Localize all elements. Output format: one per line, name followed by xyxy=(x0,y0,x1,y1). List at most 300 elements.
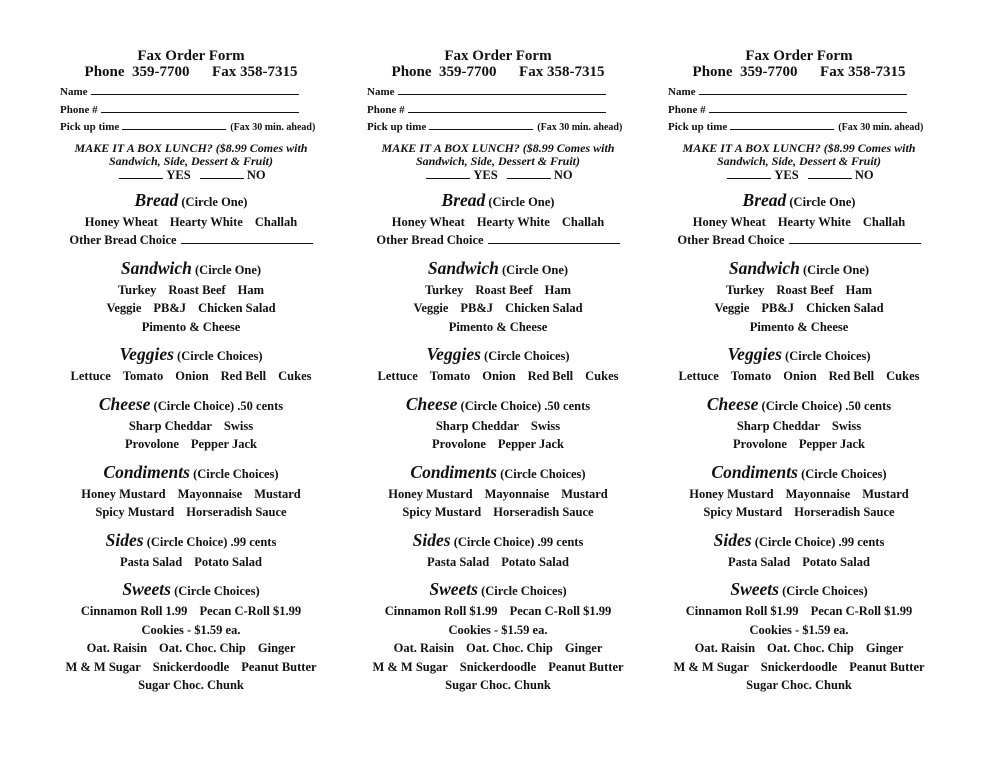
other-bread-blank[interactable] xyxy=(789,233,921,244)
veggies-row xyxy=(58,367,324,386)
phone-blank[interactable] xyxy=(408,103,606,113)
other-bread-label: Other Bread Choice xyxy=(376,233,484,247)
bread-option[interactable]: Challah xyxy=(254,214,298,229)
no-blank[interactable] xyxy=(507,168,551,179)
sweets-row xyxy=(666,676,932,695)
fax-label: Fax xyxy=(820,64,845,80)
cheese-option[interactable]: Provolone xyxy=(732,437,787,451)
bread-title: Bread xyxy=(441,189,486,210)
other-bread-field[interactable] xyxy=(58,231,324,250)
veggie-option[interactable]: Red Bell xyxy=(220,369,267,383)
other-bread-field[interactable] xyxy=(365,231,631,250)
cheese-row xyxy=(58,417,324,436)
sandwich-note: (Circle One) xyxy=(502,262,569,277)
condiments-heading xyxy=(58,461,324,485)
sweet-option[interactable]: M & M Sugar xyxy=(65,659,141,674)
name-field[interactable] xyxy=(60,84,324,102)
sweets-title: Sweets xyxy=(122,579,171,599)
name-blank[interactable] xyxy=(699,85,907,95)
sweets-note: (Circle Choices) xyxy=(782,584,868,598)
cheese-row xyxy=(666,435,932,454)
sandwich-title: Sandwich xyxy=(120,257,192,278)
condiment-option[interactable]: Spicy Mustard xyxy=(703,505,783,519)
phone-field-label: Phone # xyxy=(60,103,98,116)
pickup-label: Pick up time xyxy=(60,121,120,133)
customer-fields xyxy=(365,84,631,137)
cheese-option[interactable]: Pepper Jack xyxy=(497,437,565,451)
bread-title: Bread xyxy=(742,189,787,210)
phone-field[interactable] xyxy=(60,102,324,120)
condiments-row xyxy=(58,503,324,522)
condiment-option[interactable]: Honey Mustard xyxy=(388,486,473,501)
contact-line xyxy=(58,64,324,81)
sandwich-option[interactable]: Ham xyxy=(544,282,572,297)
cheese-heading xyxy=(365,393,631,417)
sandwich-row xyxy=(58,299,324,318)
sandwich-option[interactable]: Veggie xyxy=(413,301,449,315)
sandwich-note: (Circle One) xyxy=(195,262,262,277)
sweets-row xyxy=(58,621,324,640)
sweets-row xyxy=(365,602,631,621)
sandwich-row xyxy=(666,281,932,300)
fax-number: 358-7315 xyxy=(239,64,298,80)
sweet-option[interactable]: Peanut Butter xyxy=(548,659,624,674)
sweets-row xyxy=(58,639,324,658)
sweets-row xyxy=(666,658,932,677)
bread-note: (Circle One) xyxy=(789,194,856,209)
name-label: Name xyxy=(367,86,395,98)
pickup-blank[interactable] xyxy=(730,120,834,130)
pickup-note: (Fax 30 min. ahead) xyxy=(230,122,316,133)
sweet-option[interactable]: Peanut Butter xyxy=(241,659,317,674)
contact-line xyxy=(666,64,932,81)
fax-number: 358-7315 xyxy=(546,64,605,80)
condiment-option[interactable]: Horseradish Sauce xyxy=(493,505,594,519)
cheese-option[interactable]: Pepper Jack xyxy=(798,437,866,451)
condiments-heading xyxy=(666,461,932,485)
yes-blank[interactable] xyxy=(426,168,470,179)
veggie-option[interactable]: Tomato xyxy=(730,369,772,383)
sweets-row xyxy=(365,639,631,658)
promo-line-1: MAKE IT A BOX LUNCH? ($8.99 Comes with xyxy=(682,140,916,155)
bread-options xyxy=(58,213,324,232)
bread-heading xyxy=(365,189,631,213)
sweets-note: (Circle Choices) xyxy=(481,584,567,598)
sweets-heading xyxy=(365,578,631,602)
sandwich-option[interactable]: Pimento & Cheese xyxy=(448,319,548,334)
condiments-note: (Circle Choices) xyxy=(193,466,279,481)
name-field[interactable] xyxy=(668,84,932,102)
sandwich-option[interactable]: Chicken Salad xyxy=(505,301,583,315)
cheese-row xyxy=(666,417,932,436)
condiment-option[interactable]: Spicy Mustard xyxy=(95,505,175,519)
sandwich-heading xyxy=(58,257,324,281)
condiments-note: (Circle Choices) xyxy=(801,466,887,481)
sweet-option[interactable]: Ginger xyxy=(564,641,603,655)
side-option[interactable]: Pasta Salad xyxy=(120,554,183,569)
sweets-note: (Circle Choices) xyxy=(174,584,260,598)
veggie-option[interactable]: Cukes xyxy=(278,369,312,383)
phone-number: 359-7700 xyxy=(439,64,497,80)
cheese-row xyxy=(58,435,324,454)
sandwich-option[interactable]: Veggie xyxy=(106,301,142,315)
form-title: Fax Order Form xyxy=(137,48,245,64)
sandwich-title: Sandwich xyxy=(427,257,499,278)
sweet-option[interactable]: Snickerdoodle xyxy=(760,659,838,674)
sandwich-heading xyxy=(666,257,932,281)
veggie-option[interactable]: Lettuce xyxy=(377,369,418,383)
name-blank[interactable] xyxy=(398,85,606,95)
side-option[interactable]: Pasta Salad xyxy=(728,554,791,569)
sides-heading xyxy=(58,529,324,553)
condiments-title: Condiments xyxy=(711,461,798,482)
veggies-row xyxy=(666,367,932,386)
condiment-option[interactable]: Mayonnaise xyxy=(484,486,550,501)
cheese-option[interactable]: Swiss xyxy=(223,418,254,433)
veggies-title: Veggies xyxy=(426,344,481,364)
sweet-option: Cookies - $1.59 ea. xyxy=(749,622,849,637)
fax-label: Fax xyxy=(212,64,237,80)
cheese-row xyxy=(365,417,631,436)
sides-note: (Circle Choice) .99 cents xyxy=(146,534,277,549)
sweets-heading xyxy=(58,578,324,602)
veggie-option[interactable]: Red Bell xyxy=(527,369,574,383)
veggie-option[interactable]: Lettuce xyxy=(70,369,111,383)
sweets-row xyxy=(666,639,932,658)
pickup-label: Pick up time xyxy=(668,121,728,133)
pickup-note: (Fax 30 min. ahead) xyxy=(537,122,623,133)
condiments-row xyxy=(666,503,932,522)
veggies-note: (Circle Choices) xyxy=(177,349,263,363)
phone-field-label: Phone # xyxy=(668,103,706,116)
condiments-heading xyxy=(365,461,631,485)
sandwich-option[interactable]: Turkey xyxy=(424,282,464,297)
cheese-title: Cheese xyxy=(405,393,458,414)
sweet-option[interactable]: Sugar Choc. Chunk xyxy=(746,678,852,692)
customer-fields xyxy=(666,84,932,137)
fax-label: Fax xyxy=(519,64,544,80)
veggies-note: (Circle Choices) xyxy=(785,349,871,363)
sandwich-row xyxy=(365,318,631,337)
veggies-heading xyxy=(666,343,932,367)
condiments-title: Condiments xyxy=(410,461,497,482)
sweet-option: Cookies - $1.59 ea. xyxy=(448,622,548,637)
fax-order-form-2 xyxy=(365,48,631,695)
sides-row xyxy=(365,553,631,572)
pickup-field[interactable] xyxy=(367,119,631,137)
condiment-option[interactable]: Mustard xyxy=(561,486,608,501)
cheese-option[interactable]: Provolone xyxy=(124,437,179,451)
sandwich-row xyxy=(58,318,324,337)
veggie-option[interactable]: Cukes xyxy=(886,369,920,383)
sweets-row xyxy=(58,676,324,695)
bread-options xyxy=(365,213,631,232)
veggie-option[interactable]: Tomato xyxy=(429,369,471,383)
sweets-title: Sweets xyxy=(429,579,478,599)
side-option[interactable]: Potato Salad xyxy=(501,554,569,569)
cheese-row xyxy=(365,435,631,454)
sides-heading xyxy=(365,529,631,553)
phone-blank[interactable] xyxy=(709,103,907,113)
name-blank[interactable] xyxy=(91,85,299,95)
veggie-option[interactable]: Lettuce xyxy=(678,369,719,383)
condiment-option[interactable]: Spicy Mustard xyxy=(402,505,482,519)
fax-order-form-3 xyxy=(666,48,932,695)
sides-note: (Circle Choice) .99 cents xyxy=(754,534,885,549)
sweet-option[interactable]: Ginger xyxy=(257,641,296,655)
condiment-option[interactable]: Mustard xyxy=(862,486,909,501)
sweet-option: Cookies - $1.59 ea. xyxy=(141,622,241,637)
veggie-option[interactable]: Tomato xyxy=(122,369,164,383)
sandwich-option[interactable]: Chicken Salad xyxy=(198,301,276,315)
sweet-option[interactable]: Cinnamon Roll $1.99 xyxy=(685,604,799,618)
sweet-option[interactable]: Pecan C-Roll $1.99 xyxy=(509,604,612,618)
bread-option[interactable]: Challah xyxy=(862,214,906,229)
cheese-heading xyxy=(58,393,324,417)
veggie-option[interactable]: Onion xyxy=(175,369,209,383)
cheese-option[interactable]: Sharp Cheddar xyxy=(435,418,519,433)
bread-option[interactable]: Honey Wheat xyxy=(692,214,766,229)
condiments-row xyxy=(365,503,631,522)
fax-number: 358-7315 xyxy=(847,64,906,80)
bread-option[interactable]: Challah xyxy=(561,214,605,229)
pickup-field[interactable] xyxy=(668,119,932,137)
sweets-row xyxy=(58,658,324,677)
sandwich-option[interactable]: Veggie xyxy=(714,301,750,315)
sides-row xyxy=(666,553,932,572)
sweet-option[interactable]: Oat. Raisin xyxy=(694,641,756,655)
promo-line-1: MAKE IT A BOX LUNCH? ($8.99 Comes with xyxy=(381,140,615,155)
other-bread-field[interactable] xyxy=(666,231,932,250)
cheese-title: Cheese xyxy=(98,393,151,414)
no-blank[interactable] xyxy=(808,168,852,179)
bread-heading xyxy=(58,189,324,213)
pickup-field[interactable] xyxy=(60,119,324,137)
sweet-option[interactable]: Peanut Butter xyxy=(849,659,925,674)
sweet-option[interactable]: Pecan C-Roll $1.99 xyxy=(199,604,302,618)
sweet-option[interactable]: Ginger xyxy=(865,641,904,655)
sandwich-option[interactable]: Turkey xyxy=(725,282,765,297)
sides-heading xyxy=(666,529,932,553)
phone-label: Phone xyxy=(84,64,125,80)
sandwich-heading xyxy=(365,257,631,281)
pickup-label: Pick up time xyxy=(367,121,427,133)
condiment-option[interactable]: Honey Mustard xyxy=(689,486,774,501)
fax-order-form-1 xyxy=(58,48,324,695)
yes-label: YES xyxy=(473,167,498,182)
promo-line-2: Sandwich, Side, Dessert & Fruit) xyxy=(108,153,274,168)
other-bread-label: Other Bread Choice xyxy=(69,233,177,247)
sweets-row xyxy=(365,658,631,677)
phone-field[interactable] xyxy=(668,102,932,120)
promo-line-1: MAKE IT A BOX LUNCH? ($8.99 Comes with xyxy=(74,140,308,155)
condiments-row xyxy=(58,485,324,504)
sandwich-option[interactable]: PB&J xyxy=(153,301,187,315)
contact-line xyxy=(365,64,631,81)
veggies-title: Veggies xyxy=(727,344,782,364)
sandwich-option[interactable]: Turkey xyxy=(117,282,157,297)
veggie-option[interactable]: Cukes xyxy=(585,369,619,383)
sandwich-title: Sandwich xyxy=(728,257,800,278)
veggie-option[interactable]: Onion xyxy=(783,369,817,383)
bread-option[interactable]: Hearty White xyxy=(777,214,851,229)
condiment-option[interactable]: Mayonnaise xyxy=(177,486,243,501)
sweet-option[interactable]: Pecan C-Roll $1.99 xyxy=(810,604,913,618)
bread-title: Bread xyxy=(134,189,179,210)
sandwich-option[interactable]: Roast Beef xyxy=(168,282,226,297)
cheese-option[interactable]: Provolone xyxy=(431,437,486,451)
sandwich-option[interactable]: Ham xyxy=(845,282,873,297)
yes-blank[interactable] xyxy=(119,168,163,179)
cheese-title: Cheese xyxy=(706,393,759,414)
other-bread-blank[interactable] xyxy=(488,233,620,244)
bread-option[interactable]: Honey Wheat xyxy=(84,214,158,229)
side-option[interactable]: Pasta Salad xyxy=(427,554,490,569)
veggies-note: (Circle Choices) xyxy=(484,349,570,363)
side-option[interactable]: Potato Salad xyxy=(802,554,870,569)
bread-note: (Circle One) xyxy=(181,194,248,209)
bread-note: (Circle One) xyxy=(488,194,555,209)
cheese-note: (Circle Choice) .50 cents xyxy=(460,398,591,413)
sweets-heading xyxy=(666,578,932,602)
customer-fields xyxy=(58,84,324,137)
sandwich-option[interactable]: Pimento & Cheese xyxy=(749,319,849,334)
sweet-option[interactable]: Oat. Raisin xyxy=(86,641,148,655)
veggies-heading xyxy=(58,343,324,367)
sweet-option[interactable]: Cinnamon Roll 1.99 xyxy=(80,604,188,618)
side-option[interactable]: Potato Salad xyxy=(194,554,262,569)
veggies-row xyxy=(365,367,631,386)
sweets-row xyxy=(58,602,324,621)
sweets-row xyxy=(365,676,631,695)
no-blank[interactable] xyxy=(200,168,244,179)
box-lunch-promo xyxy=(365,142,631,168)
sweet-option[interactable]: M & M Sugar xyxy=(372,659,448,674)
cheese-option[interactable]: Sharp Cheddar xyxy=(128,418,212,433)
promo-line-2: Sandwich, Side, Dessert & Fruit) xyxy=(415,153,581,168)
pickup-note: (Fax 30 min. ahead) xyxy=(838,122,924,133)
box-lunch-promo xyxy=(666,142,932,168)
other-bread-label: Other Bread Choice xyxy=(677,233,785,247)
sweets-row xyxy=(666,621,932,640)
sweet-option[interactable]: Cinnamon Roll $1.99 xyxy=(384,604,498,618)
sweet-option[interactable]: Oat. Raisin xyxy=(393,641,455,655)
sandwich-note: (Circle One) xyxy=(803,262,870,277)
bread-heading xyxy=(666,189,932,213)
promo-line-2: Sandwich, Side, Dessert & Fruit) xyxy=(716,153,882,168)
box-lunch-choice xyxy=(365,168,631,182)
name-field[interactable] xyxy=(367,84,631,102)
sweet-option[interactable]: Sugar Choc. Chunk xyxy=(445,678,551,692)
name-label: Name xyxy=(668,86,696,98)
yes-blank[interactable] xyxy=(727,168,771,179)
condiments-row xyxy=(666,485,932,504)
condiment-option[interactable]: Horseradish Sauce xyxy=(794,505,895,519)
sweet-option[interactable]: Oat. Choc. Chip xyxy=(767,641,854,655)
sides-note: (Circle Choice) .99 cents xyxy=(453,534,584,549)
cheese-note: (Circle Choice) .50 cents xyxy=(761,398,892,413)
condiment-option[interactable]: Horseradish Sauce xyxy=(186,505,287,519)
sweet-option[interactable]: Oat. Choc. Chip xyxy=(159,641,246,655)
name-label: Name xyxy=(60,86,88,98)
condiments-row xyxy=(365,485,631,504)
sandwich-row xyxy=(666,318,932,337)
sandwich-option[interactable]: Ham xyxy=(237,282,265,297)
condiments-title: Condiments xyxy=(103,461,190,482)
other-bread-blank[interactable] xyxy=(181,233,313,244)
yes-label: YES xyxy=(166,167,191,182)
sandwich-option[interactable]: Chicken Salad xyxy=(806,301,884,315)
box-lunch-choice xyxy=(666,168,932,182)
pickup-blank[interactable] xyxy=(122,120,226,130)
sandwich-option[interactable]: Pimento & Cheese xyxy=(141,319,241,334)
sandwich-row xyxy=(58,281,324,300)
phone-label: Phone xyxy=(391,64,432,80)
cheese-option[interactable]: Swiss xyxy=(530,418,561,433)
sides-title: Sides xyxy=(105,529,144,550)
phone-number: 359-7700 xyxy=(132,64,190,80)
phone-number: 359-7700 xyxy=(740,64,798,80)
veggies-heading xyxy=(365,343,631,367)
sides-title: Sides xyxy=(412,529,451,550)
sweets-title: Sweets xyxy=(730,579,779,599)
sandwich-row xyxy=(365,299,631,318)
sides-title: Sides xyxy=(713,529,752,550)
condiment-option[interactable]: Mayonnaise xyxy=(785,486,851,501)
sweet-option[interactable]: Oat. Choc. Chip xyxy=(466,641,553,655)
no-label: NO xyxy=(246,167,266,182)
sandwich-option[interactable]: PB&J xyxy=(761,301,795,315)
sandwich-row xyxy=(666,299,932,318)
phone-field[interactable] xyxy=(367,102,631,120)
no-label: NO xyxy=(553,167,573,182)
condiment-option[interactable]: Honey Mustard xyxy=(81,486,166,501)
sweet-option[interactable]: M & M Sugar xyxy=(673,659,749,674)
sweet-option[interactable]: Snickerdoodle xyxy=(152,659,230,674)
bread-options xyxy=(666,213,932,232)
sides-row xyxy=(58,553,324,572)
box-lunch-choice xyxy=(58,168,324,182)
phone-blank[interactable] xyxy=(101,103,299,113)
sweet-option[interactable]: Snickerdoodle xyxy=(459,659,537,674)
box-lunch-promo xyxy=(58,142,324,168)
bread-option[interactable]: Hearty White xyxy=(476,214,550,229)
sweet-option[interactable]: Sugar Choc. Chunk xyxy=(138,678,244,692)
no-label: NO xyxy=(854,167,874,182)
veggies-title: Veggies xyxy=(119,344,174,364)
cheese-option[interactable]: Swiss xyxy=(831,418,862,433)
sweets-row xyxy=(365,621,631,640)
bread-option[interactable]: Honey Wheat xyxy=(391,214,465,229)
cheese-option[interactable]: Sharp Cheddar xyxy=(736,418,820,433)
bread-option[interactable]: Hearty White xyxy=(169,214,243,229)
sweets-row xyxy=(666,602,932,621)
veggie-option[interactable]: Onion xyxy=(482,369,516,383)
yes-label: YES xyxy=(774,167,799,182)
sandwich-option[interactable]: Roast Beef xyxy=(475,282,533,297)
phone-label: Phone xyxy=(692,64,733,80)
veggie-option[interactable]: Red Bell xyxy=(828,369,875,383)
cheese-option[interactable]: Pepper Jack xyxy=(190,437,258,451)
sandwich-option[interactable]: Roast Beef xyxy=(776,282,834,297)
cheese-heading xyxy=(666,393,932,417)
form-title: Fax Order Form xyxy=(444,48,552,64)
pickup-blank[interactable] xyxy=(429,120,533,130)
sandwich-option[interactable]: PB&J xyxy=(460,301,494,315)
condiment-option[interactable]: Mustard xyxy=(254,486,301,501)
condiments-note: (Circle Choices) xyxy=(500,466,586,481)
cheese-note: (Circle Choice) .50 cents xyxy=(153,398,284,413)
